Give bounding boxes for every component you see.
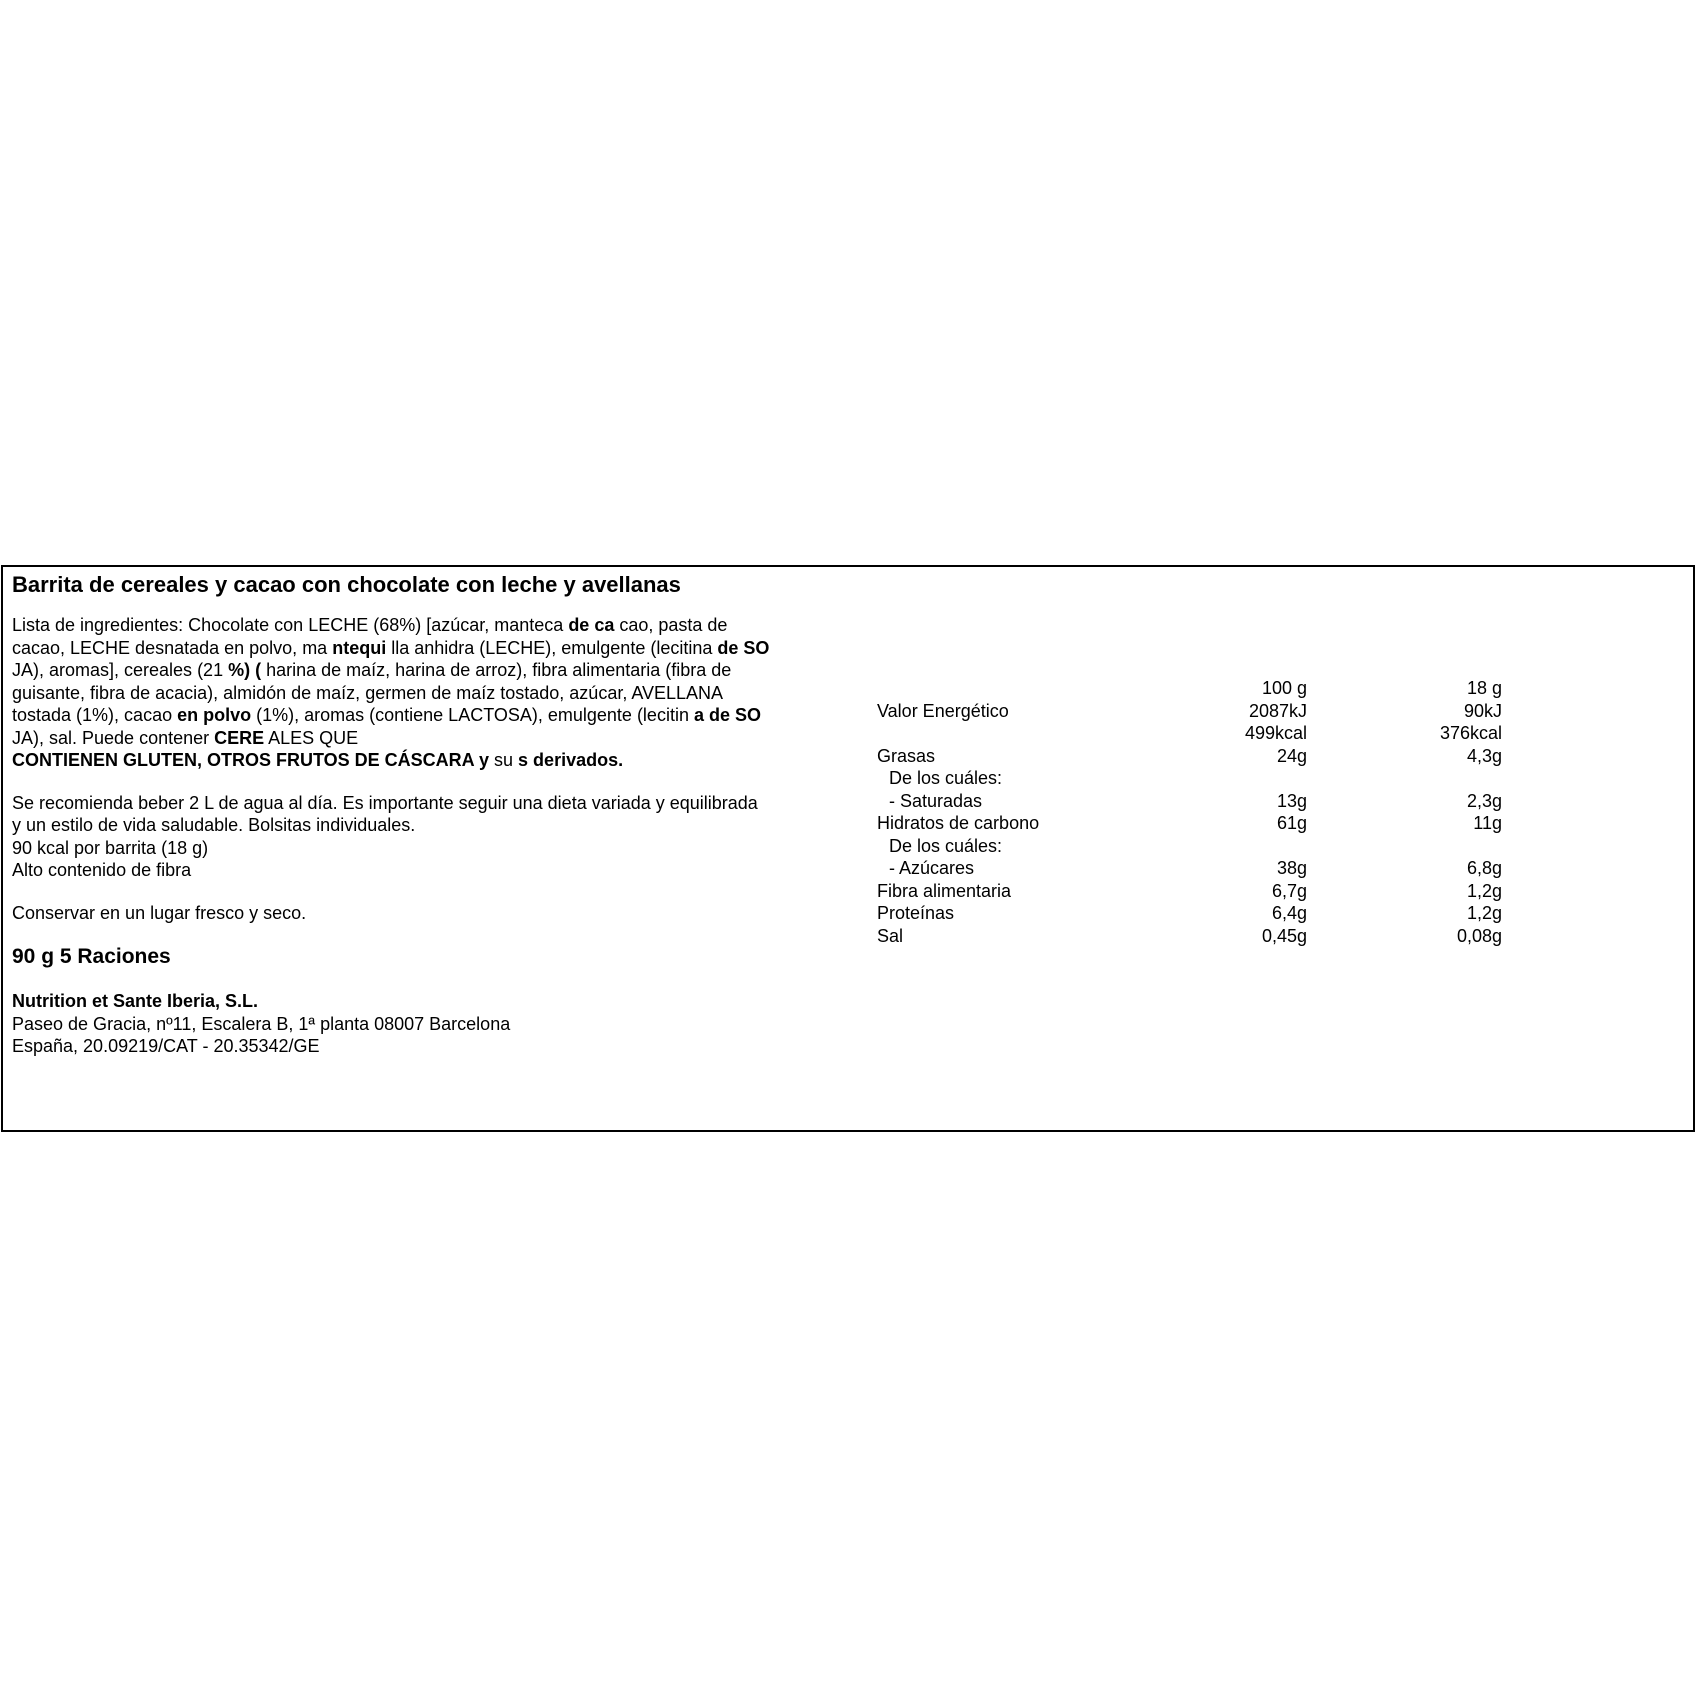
kcal-per-bar: 90 kcal por barrita (18 g): [12, 837, 209, 858]
ingredients-line: [12, 614, 842, 637]
nutrient-label: De los cuáles:: [889, 835, 1003, 856]
value-per-18g: 0,08g: [1456, 925, 1502, 946]
value-per-18g: 11g: [1473, 813, 1502, 833]
allergen-text: ntequi: [332, 637, 387, 658]
ingredient-text: guisante, fibra de acacia), almidón de maíz, germen de maíz tostado, azúcar, AVELLANA: [12, 682, 724, 703]
company-address: Paseo de Gracia, nº11, Escalera B, 1ª planta 08007 Barcelona: [12, 1013, 511, 1034]
allergen-text: de ca: [568, 615, 615, 635]
header-per-18g: 18 g: [1466, 678, 1502, 698]
ingredient-text: ALES QUE: [264, 727, 359, 748]
ingredient-text: JA), sal. Puede contener: [12, 727, 215, 748]
ingredients-line: [12, 704, 842, 727]
allergen-text: %) (: [228, 660, 262, 680]
value-per-18g: 1,2g: [1466, 880, 1502, 901]
value-per-100g: 24g: [1276, 745, 1307, 766]
value-per-100g: 61g: [1276, 813, 1307, 833]
storage-instructions: Conservar en un lugar fresco y seco.: [12, 902, 307, 923]
ingredient-text: JA), aromas], cereales (21: [12, 660, 229, 680]
ingredients-line: [12, 727, 842, 750]
nutrient-label: Grasas: [877, 745, 936, 766]
allergen-text: en polvo: [177, 705, 252, 725]
recommendation-line-2: y un estilo de vida saludable. Bolsitas individuales.: [12, 815, 416, 835]
nutrient-label: Hidratos de carbono: [877, 813, 1040, 833]
value-per-100g: 13g: [1276, 790, 1307, 811]
value-per-18g: 2,3g: [1466, 790, 1502, 811]
ingredients-list: [12, 614, 842, 772]
ingredient-text: cacao, LECHE desnatada en polvo, ma: [12, 637, 333, 658]
ingredient-text: (1%), aromas (contiene LACTOSA), emulgente (lecitin: [251, 705, 694, 725]
allergen-text: s derivados.: [518, 750, 624, 770]
value-per-100g: 2087kJ: [1248, 700, 1307, 721]
value-per-100g: 38g: [1276, 858, 1307, 878]
ingredient-text: cao, pasta de: [614, 615, 728, 635]
product-title: Barrita de cereales y cacao con chocolate con leche y avellanas: [12, 572, 681, 597]
nutrient-label: - Azúcares: [889, 858, 975, 878]
nutrition-label-panel: [1, 565, 1695, 1132]
ingredient-text: su: [489, 750, 519, 770]
ingredients-line: [12, 637, 842, 660]
allergen-text: a de SO: [693, 705, 761, 725]
ingredient-text: lla anhidra (LECHE), emulgente (lecitina: [386, 637, 718, 658]
value-per-100g: 6,4g: [1271, 903, 1307, 923]
nutrient-label: - Saturadas: [889, 790, 983, 811]
company-registry: España, 20.09219/CAT - 20.35342/GE: [12, 1036, 320, 1056]
header-per-100g: 100 g: [1261, 678, 1307, 698]
value-per-100g: 499kcal: [1244, 723, 1307, 743]
allergen-text: CONTIENEN GLUTEN, OTROS FRUTOS DE CÁSCARA y: [12, 750, 490, 770]
ingredient-text: Lista de ingredientes: Chocolate con LECHE (68%) [azúcar, manteca: [12, 615, 569, 635]
company-name: Nutrition et Sante Iberia, S.L.: [12, 991, 259, 1011]
ingredient-text: harina de maíz, harina de arroz), fibra alimentaria (fibra de: [261, 660, 732, 680]
allergen-text: CERE: [214, 727, 265, 748]
value-per-18g: 90kJ: [1463, 700, 1502, 721]
recommendation-line-1: Se recomienda beber 2 L de agua al día. Es importante seguir una dieta variada y equilibrada: [12, 792, 758, 813]
value-per-18g: 4,3g: [1466, 745, 1502, 766]
value-per-100g: 6,7g: [1271, 880, 1307, 901]
nutrient-label: Valor Energético: [877, 700, 1009, 721]
value-per-18g: 1,2g: [1466, 903, 1502, 923]
value-per-100g: 0,45g: [1261, 925, 1307, 946]
nutrient-label: Proteínas: [877, 903, 955, 923]
nutrient-label: Sal: [877, 925, 904, 946]
ingredients-line: [12, 682, 842, 705]
product-info-column: [12, 614, 842, 1058]
nutrient-label: Fibra alimentaria: [877, 880, 1012, 901]
value-per-18g: 6,8g: [1466, 858, 1502, 878]
nutrient-label: De los cuáles:: [889, 768, 1003, 788]
ingredient-text: tostada (1%), cacao: [12, 705, 178, 725]
value-per-18g: 376kcal: [1439, 723, 1502, 743]
ingredients-line: [12, 749, 842, 772]
net-weight-servings: 90 g 5 Raciones: [12, 945, 171, 968]
ingredients-line: [12, 659, 842, 682]
fiber-claim: Alto contenido de fibra: [12, 860, 192, 880]
allergen-text: de SO: [717, 637, 770, 658]
